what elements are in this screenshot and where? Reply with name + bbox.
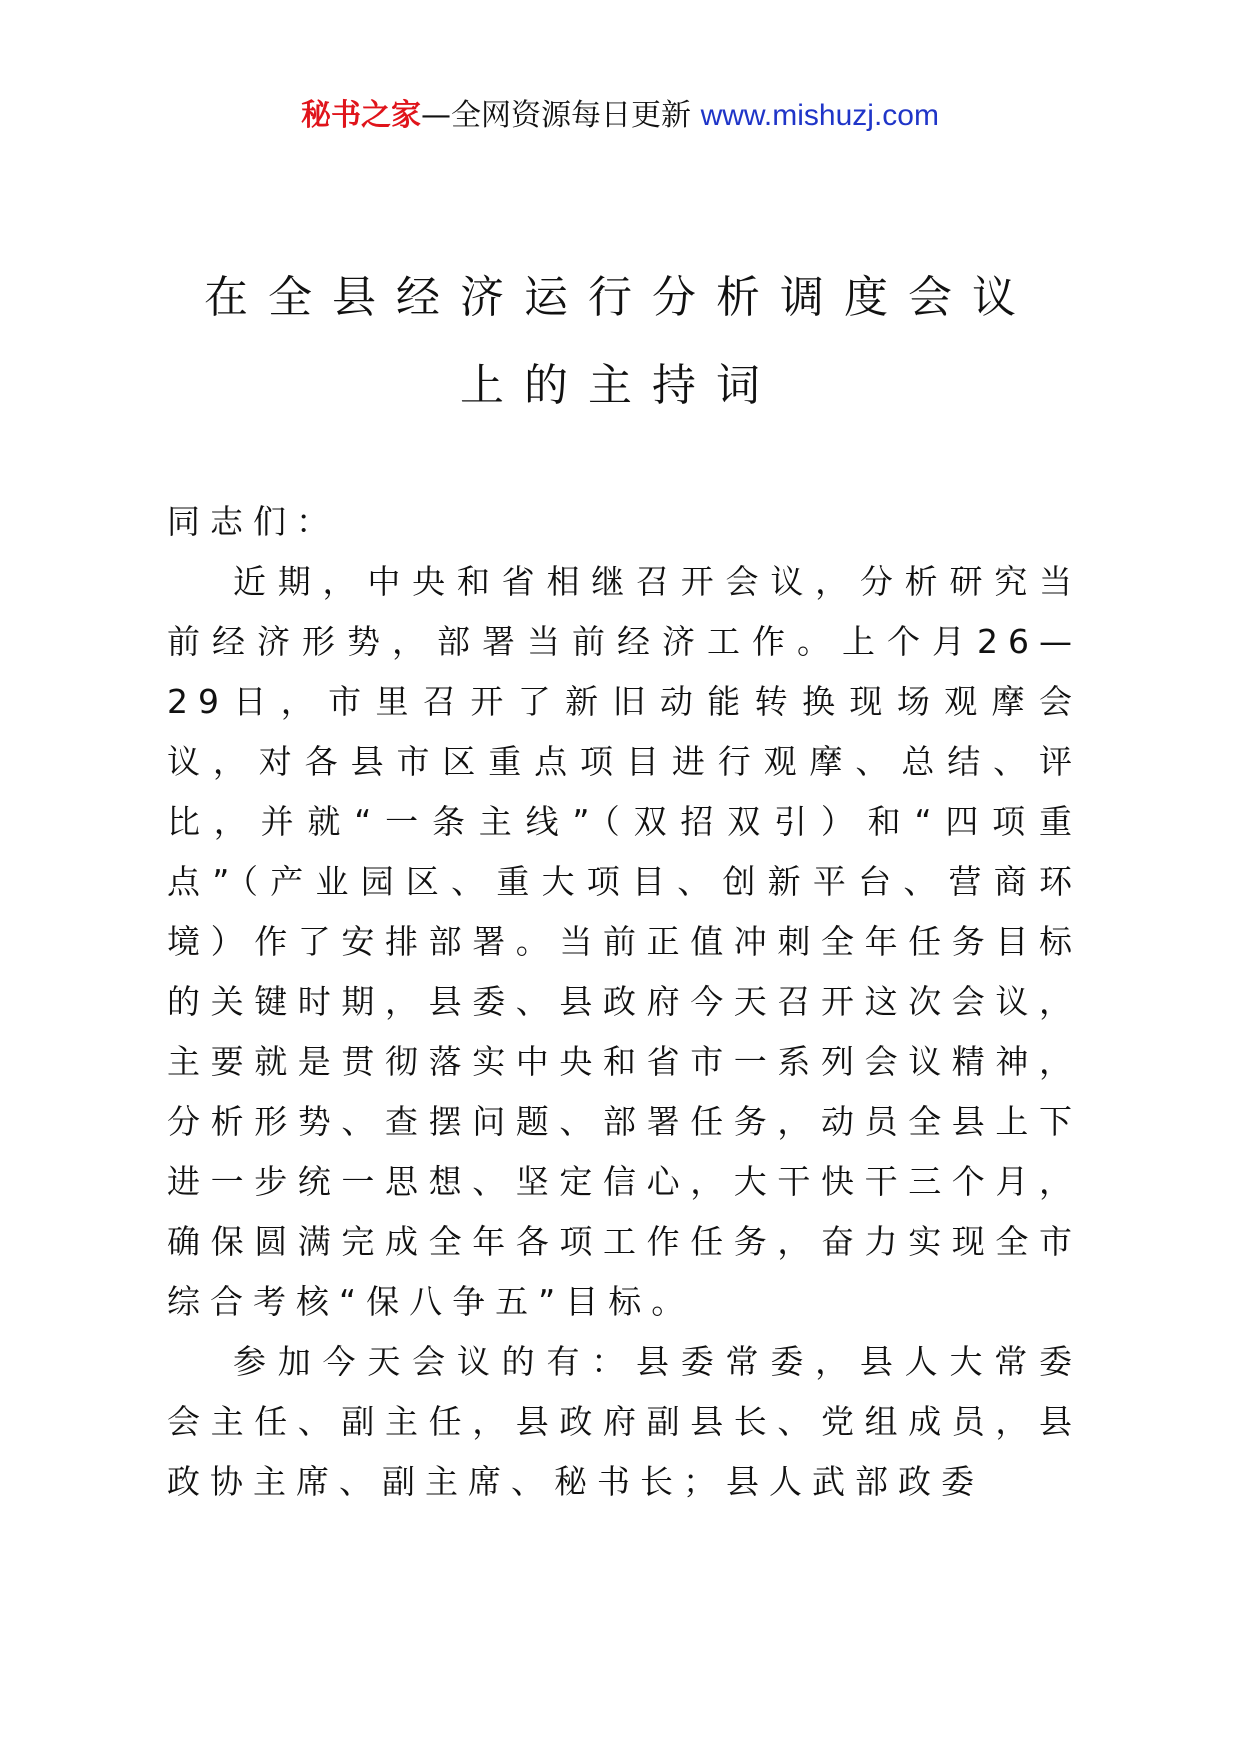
salutation: 同志们： xyxy=(167,502,339,541)
document-title-line-2: 上的主持词 xyxy=(460,360,780,411)
document-body xyxy=(167,492,1082,1512)
site-header xyxy=(0,96,1240,136)
header-tagline: —全网资源每日更新 xyxy=(421,98,701,133)
site-url-link[interactable]: www.mishuzj.com xyxy=(700,99,939,132)
paragraph: 参加今天会议的有：县委常委，县人大常委会主任、副主任，县政府副县长、党组成员，县政协主席、副主席、秘书长；县人武部政委 xyxy=(167,1342,1082,1501)
brand-name: 秘书之家 xyxy=(301,98,422,133)
paragraph: 近期，中央和省相继召开会议，分析研究当前经济形势，部署当前经济工作。上个月26—29日，市里召开了新旧动能转换现场观摩会议，对各县市区重点项目进行观摩、总结、评比，并就“一条主线”（双招双引）和“四项重点”（产业园区、重大项目、创新平台、营商环境）作了安排部署。当前正值冲刺全年任务目标的关键时期，县委、县政府今天召开这次会议，主要就是贯彻落实中央和省市一系列会议精神，分析形势、查摆问题、部署任务，动员全县上下进一步统一思想、坚定信心，大干快干三个月，确保圆满完成全年各项工作任务，奋力实现全市综合考核“保八争五”目标。 xyxy=(167,562,1082,1321)
document-title-line-1: 在全县经济运行分析调度会议 xyxy=(204,272,1036,323)
